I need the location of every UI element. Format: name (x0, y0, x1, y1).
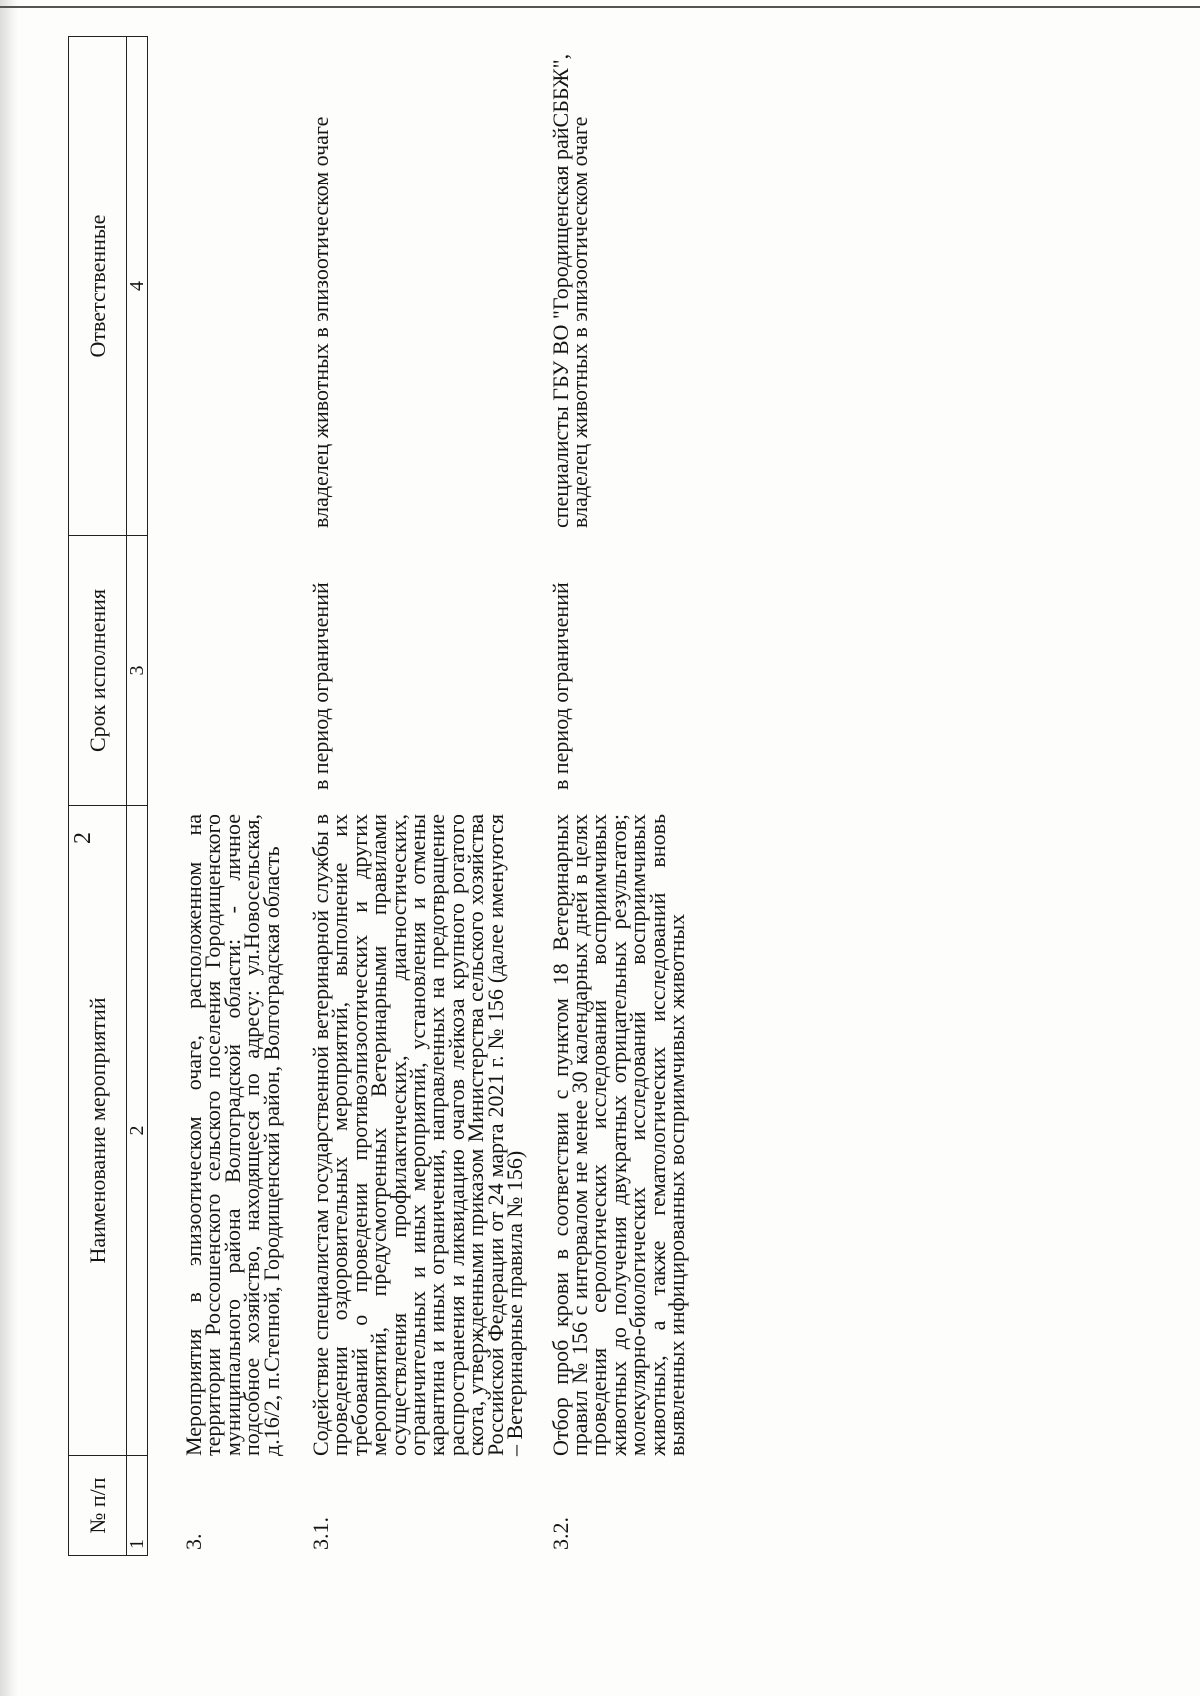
row-measure: Мероприятия в эпизоотическом очаге, расположенном на территории Россошенского сельского поселения Городищенского муниципального района Волгоградской области: - личное подсобное хозяйство, находящееся по адресу: ул.Новосельская, д.16/2, п.Степной, Городищенский район, Волгоградская область (181, 814, 284, 1456)
row-responsible: специалисты ГБУ ВО "Городищенская райСББЖ", владелец животных в эпизоотическом очаге (547, 53, 592, 528)
column-number-2: 2 (126, 806, 148, 1456)
row-number: 3.2. (547, 1517, 573, 1550)
row-measure: Содействие специалистам государственной ветеринарной службы в проведении оздоровительных мероприятий, выполнение их требований о проведении противоэпизоотических и других мероприятий, предусмотренных Ветеринарными правилами осуществления профилактических, диагностических, ограничительных и иных мероприятий, установления и отмены карантина и иных ограничений, направленных на предотвращение распространения и ликвидацию очагов лейкоза крупного рогатого скота, утвержденными приказом Министерства сельского хозяйства Российской Федерации от 24 марта 2021 г. № 156 (далее именуются – Ветеринарные правила № 156) (308, 814, 528, 1456)
table-header-row (68, 36, 126, 1556)
page-number: 2 (70, 832, 96, 844)
column-number-1: 1 (126, 1456, 148, 1556)
header-number: № п/п (68, 1456, 126, 1556)
measures-table (68, 36, 689, 1556)
table-row (148, 36, 284, 1556)
header-term: Срок исполнения (68, 536, 126, 806)
row-responsible: владелец животных в эпизоотическом очаге (308, 116, 334, 528)
table-row (281, 36, 528, 1556)
row-number: 3.1. (308, 1517, 334, 1550)
header-measures: Наименование мероприятий (68, 806, 126, 1456)
table-row (525, 36, 687, 1556)
column-number-row (126, 36, 148, 1556)
header-responsible: Ответственные (68, 36, 126, 536)
row-measure: Отбор проб крови в соответствии с пунктом 18 Ветеринарных правил № 156 с интервалом не менее 30 календарных дней в целях проведения серологических исследований восприимчивых животных до получения двукратных отрицательных результатов; молекулярно-биологических исследований восприимчивых животных, а также гематологических исследований вновь выявленных инфицированных восприимчивых животных (547, 814, 689, 1456)
column-number-3: 3 (126, 536, 148, 806)
row-term (148, 536, 281, 806)
row-responsible (148, 36, 281, 536)
row-number: 3. (181, 1533, 206, 1550)
row-term: в период ограничений (547, 582, 573, 790)
column-number-4: 4 (126, 36, 148, 536)
row-term: в период ограничений (308, 582, 334, 790)
